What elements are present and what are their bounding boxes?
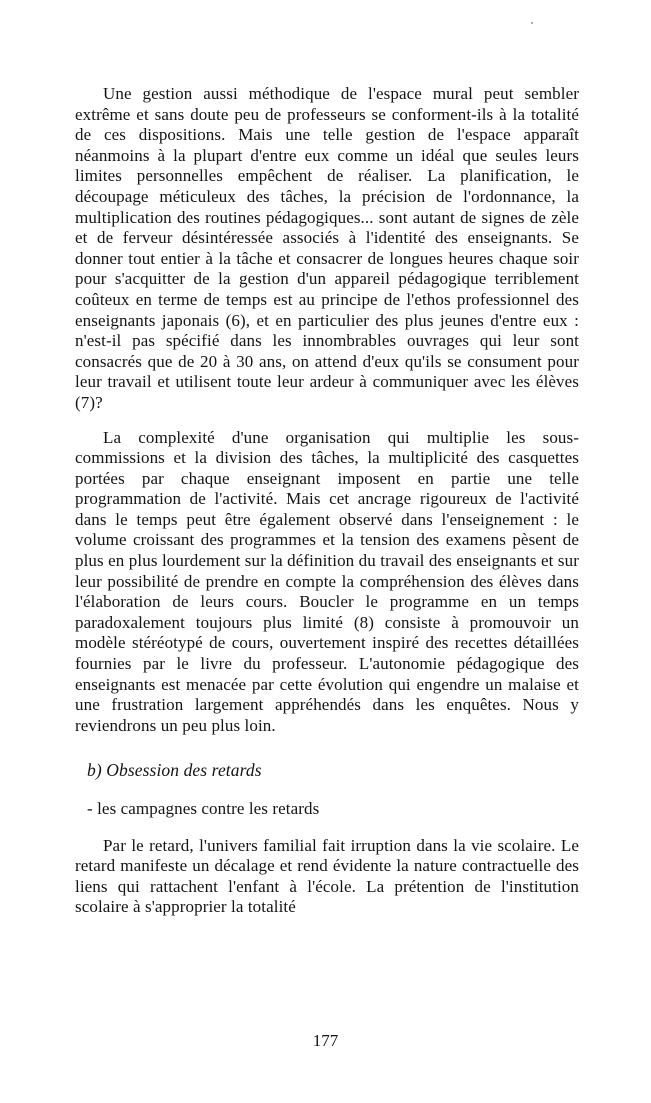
text-block xyxy=(75,84,579,918)
section-heading-obsession-des-retards: b) Obsession des retards xyxy=(87,760,262,781)
paragraph-organisation-complexity: La complexité d'une organisation qui multiplie les sous-commissions et la division des tâches, la multiplicité des casquettes portées par chaque enseignant imposent en partie une telle programmation de l'activité. Mais cet ancrage rigoureux de l'activité dans le temps peut être également observé dans l'enseignement : le volume croissant des programmes et la tension des examens pèsent de plus en plus lourdement sur la définition du travail des enseignants et sur leur possibilité de prendre en compte la compréhension des élèves dans l'élaboration de leurs cours. Boucler le programme en un temps paradoxalement toujours plus limité (8) consiste à promouvoir un modèle stéréotypé de cours, ouvertement inspiré des recettes détaillées fournies par le livre du professeur. L'autonomie pédagogique des enseignants est menacée par cette évolution qui engendre un malaise et une frustration largement appréhendés dans les enquêtes. Nous y reviendrons un peu plus loin. xyxy=(75,427,579,735)
page-number: 177 xyxy=(312,1031,339,1050)
scan-artifact-dot xyxy=(531,22,533,24)
subsection-label-campagnes: - les campagnes contre les retards xyxy=(87,799,320,818)
paragraph-space-management: Une gestion aussi méthodique de l'espace mural peut sembler extrême et sans doute peu de professeurs se conforment-ils à la totalité de ces dispositions. Mais une telle gestion de l'espace apparaît néanmoins à la plupart d'entre eux comme un idéal que seules leurs limites personnelles empêchent de réaliser. La planification, le découpage méticuleux des tâches, la précision de l'ordonnance, la multiplication des routines pédagogiques... sont autant de signes de zèle et de ferveur désintéressée associés à l'identité des enseignants. Se donner tout entier à la tâche et consacrer de longues heures chaque soir pour s'acquitter de la gestion d'un appareil pédagogique terriblement coûteux en terme de temps est au principe de l'ethos professionnel des enseignants japonais (6), et en particulier des plus jeunes d'entre eux : n'est-il pas spécifié dans les innombrables ouvrages qui leur sont consacrés que de 20 à 30 ans, on attend d'eux qu'ils se consument pour leur travail et utilisent toute leur ardeur à communiquer avec les élèves (7)? xyxy=(75,84,579,412)
paragraph-retard-intro: Par le retard, l'univers familial fait irruption dans la vie scolaire. Le retard manifeste un décalage et rend évidente la nature contractuelle des liens qui rattachent l'enfant à l'école. La prétention de l'institution scolaire à s'approprier la totalité xyxy=(75,835,579,917)
